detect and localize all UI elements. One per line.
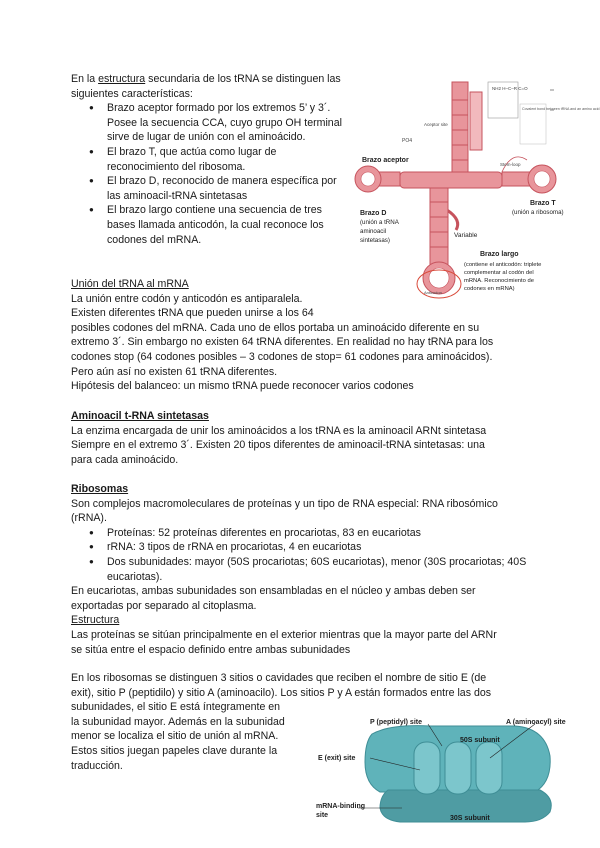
text-line: menor se localiza el sitio de unión al mRNA. [71, 730, 279, 743]
trna-diagram [352, 80, 600, 305]
ribosomas-bullet-list [71, 526, 541, 584]
text-line: Estos sitios juegan papeles clave durante la [71, 744, 278, 757]
text-line: Hipótesis del balanceo: un mismo tRNA puede reconocer varios codones [71, 380, 414, 393]
amino-acid-label: NH2 H–C–R C=O [492, 86, 528, 91]
covalent-label: Covalent bond between tRNA and an amino acid [522, 107, 600, 111]
brazo-aceptor-label: Brazo aceptor [362, 157, 409, 164]
estructura-link[interactable]: estructura [98, 73, 146, 85]
list-item: ● Dos subunidades: mayor (50S procariotas; 60S eucariotas), menor (30S procariotas; 40S eucariotas). [71, 555, 541, 584]
list-item: ● rRNA: 3 tipos de rRNA en procariotas, 4 en eucariotas [71, 540, 541, 555]
trna-central-body [400, 172, 502, 188]
ribosomas-heading: Ribosomas [71, 483, 129, 495]
brazo-largo-sub-label: codones en mRNA) [464, 286, 515, 292]
text-line: Las proteínas se sitúan principalmente en el exterior mientras que la mayor parte del ARNr [71, 628, 497, 641]
p-site-label: P (peptidyl) site [370, 719, 422, 726]
text-line: posibles codones del mRNA. Cada uno de ellos portaba un aminoácido diferente en su [71, 321, 480, 334]
text-line: Pero aún así no existen 61 tRNA diferentes. [71, 365, 278, 378]
text-line: Siempre en el extremo 3´. Existen 20 tipos diferentes de aminoacil-tRNA sintetasas: una [71, 439, 485, 452]
brazo-largo-sub-label: complementar al codón del [464, 270, 534, 276]
trna-bullet-list [71, 101, 351, 247]
text-line: (rRNA). [71, 512, 107, 525]
brazo-largo-sub-label: (contiene el anticodón: triplete [464, 262, 542, 268]
large-subunit-label: 50S subunit [460, 737, 500, 744]
po4-label: PO4 [402, 138, 413, 144]
list-item: ● Proteínas: 52 proteínas diferentes en procariotas, 83 en eucariotas [71, 526, 541, 541]
aminoacil-heading: Aminoacil t-RNA sintetasas [71, 410, 209, 422]
trna-intro: En la estructura secundaria de los tRNA se distinguen las siguientes características: [71, 73, 341, 100]
text-line: traducción. [71, 759, 123, 772]
a-site-label: A (aminoacyl) site [506, 719, 566, 726]
text-line: Son complejos macromoleculares de proteínas y un tipo de RNA especial: RNA ribosómico [71, 497, 498, 510]
variable-label: Variable [454, 232, 478, 239]
aminoacil-section [71, 409, 541, 467]
text-line: para cada aminoácido. [71, 453, 179, 466]
text-line: subunidades, el sitio E está íntegramente en [71, 701, 281, 714]
stem-loop-label: Stem-loop [500, 162, 521, 167]
text-line: se sitúa entre el espacio definido entre ambas subunidades [71, 643, 351, 656]
text-line: La enzima encargada de unir los aminoácidos a los tRNA es la aminoacil ARNt sintetasa [71, 424, 487, 437]
ribosomas-section [71, 482, 541, 657]
list-item: ● Brazo aceptor formado por los extremos 5’ y 3´. Posee la secuencia CCA, cuyo grupo OH terminal sirve de lugar de unión con el aminoácido. [71, 101, 351, 145]
text-line: En eucariotas, ambas subunidades son ensambladas en el núcleo y ambas deben ser [71, 585, 476, 598]
union-section [71, 277, 541, 394]
small-subunit-label: 30S subunit [450, 815, 490, 822]
text-line: codones stop (64 codones posibles – 3 codones de stop= 61 codones para aminoácidos). [71, 350, 493, 363]
text-line: exit), sitio P (peptidilo) y sitio A (aminoacilo). Los sitios P y A están formados entre las dos [71, 686, 492, 699]
a-site-cavity [476, 742, 502, 794]
text-line: extremo 3´. Sin embargo no existen 64 tRNA diferentes. En realidad no hay tRNA para los [71, 336, 494, 349]
union-heading: Unión del tRNA al mRNA [71, 278, 189, 290]
list-item: ● El brazo T, que actúa como lugar de reconocimiento del ribosoma. [71, 145, 351, 174]
variable-loop [447, 210, 458, 230]
brazo-largo-label: Brazo largo [480, 251, 519, 258]
text-line: En los ribosomas se distinguen 3 sitios o cavidades que reciben el nombre de sitio E (de [71, 672, 487, 684]
list-item: ● El brazo largo contiene una secuencia de tres bases llamada anticodón, la cual reconoce los codones del mRNA. [71, 203, 351, 247]
mrna-binding-label: site [316, 812, 329, 819]
text-line: la subunidad mayor. Además en la subunidad [71, 715, 285, 728]
text-line: Existen diferentes tRNA que pueden unirse a los 64 [71, 307, 314, 320]
text-line: exportadas por separado al citoplasma. [71, 599, 257, 612]
list-item: ● El brazo D, reconocido de manera específica por las aminoacil-tRNA sintetasas [71, 174, 351, 203]
brazo-d-label: Brazo D [360, 210, 387, 217]
trna-structure-section [71, 72, 351, 247]
anticodon-label: Anticodon [424, 290, 442, 295]
e-site-cavity [414, 742, 440, 794]
brazo-t-label: Brazo T [530, 200, 556, 207]
anticodon-stem [430, 188, 448, 268]
brazo-t-sub-label: (unión a ribosoma) [512, 209, 564, 216]
ribosome-diagram [310, 712, 595, 827]
p-site-cavity [445, 742, 471, 794]
text-line: La unión entre codón y anticodón es antiparalela. [71, 292, 303, 305]
estructura-heading: Estructura [71, 614, 120, 627]
brazo-d-sub-label: sintetasas) [360, 237, 390, 244]
acceptor-3-end [470, 92, 482, 150]
e-site-label: E (exit) site [318, 755, 356, 762]
brazo-largo-sub-label: mRNA. Reconocimiento de [464, 278, 534, 284]
brazo-d-sub-label: (unión a tRNA [360, 219, 399, 226]
aceptor-site-label: Aceptor site [424, 122, 448, 127]
brazo-d-sub-label: aminoacil [360, 228, 387, 235]
acceptor-stem [452, 82, 468, 172]
mrna-binding-label: mRNA-binding [316, 803, 365, 810]
